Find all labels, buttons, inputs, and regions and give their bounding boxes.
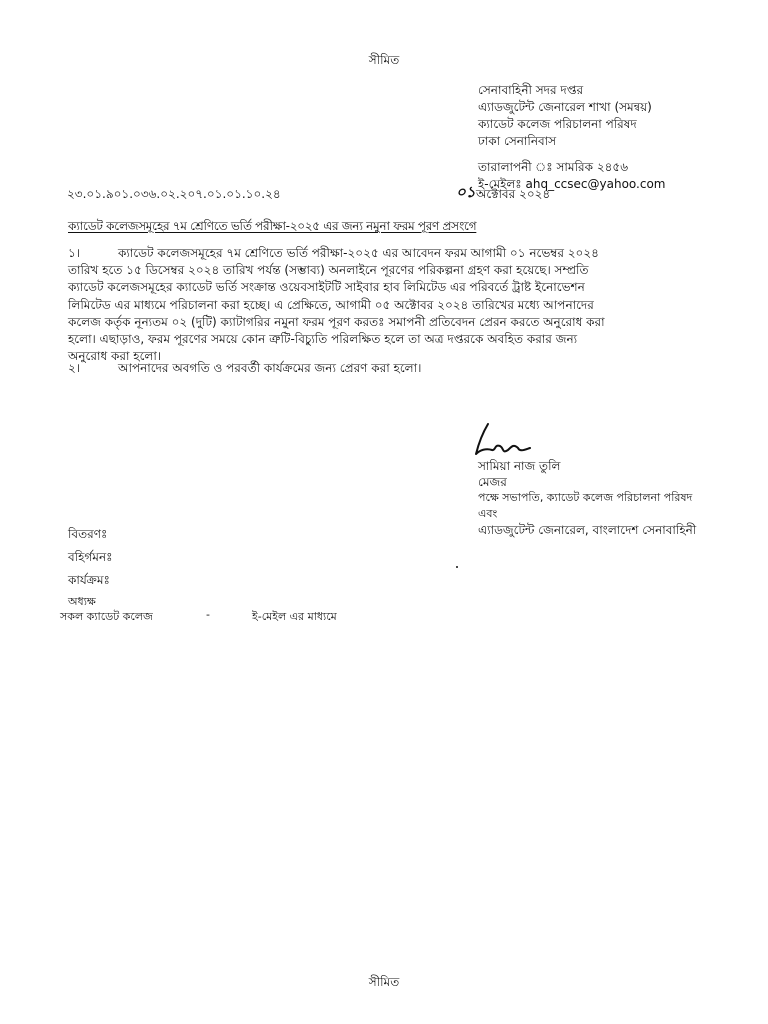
date-text: অক্টোবর ২০২৪ (476, 187, 551, 201)
para1-line: ক্যাডেট কলেজসমূহের ৭ম শ্রেণিতে ভর্তি পরীক্ষা-২০২৫ এর আবেদন ফরম আগামী ০১ নভেম্বর ২০২৪ (118, 246, 599, 260)
signature-image (470, 420, 540, 460)
para2-number: ২। (68, 361, 81, 375)
para2-text: আপনাদের অবগতি ও পরবর্তী কার্যক্রমের জন্য প্রেরণ করা হলো। (118, 361, 422, 375)
distribution-to: সকল ক্যাডেট কলেজ (60, 610, 153, 623)
distribution-action: কার্যক্রমঃ (68, 573, 110, 587)
signatory-role1: পক্ষে সভাপতি, ক্যাডেট কলেজ পরিচালনা পরিষদ (478, 491, 693, 504)
signatory-role2: এ্যাডজুটেন্ট জেনারেল, বাংলাদেশ সেনাবাহিনী (478, 523, 697, 537)
sender-address (478, 82, 665, 193)
signatory-conj: এবং (478, 507, 498, 520)
sender-phone: তারালাপনী ঃ সামরিক ২৪৫৬ (478, 160, 628, 174)
para1-line: তারিখ হতে ১৫ ডিসেম্বর ২০২৪ তারিখ পর্যন্ত (সম্ভাব্য) অনলাইনে পূরণের পরিকল্পনা গ্রহণ করা হয়েছে। সম্প্রতি (68, 263, 589, 278)
date-day-handwritten: ০১ (456, 183, 476, 201)
sender-line: এ্যাডজুটেন্ট জেনারেল শাখা (সমন্বয়) (478, 100, 652, 114)
subject-line: ক্যাডেট কলেজসমূহের ৭ম শ্রেণিতে ভর্তি পরীক্ষা-২০২৫ এর জন্য নমুনা ফরম পূরণ প্রসংগে (68, 219, 477, 233)
distribution-external: বহির্গমনঃ (68, 550, 113, 564)
distribution-via: ই-মেইল এর মাধ্যমে (252, 610, 337, 623)
signatory-block (478, 458, 696, 538)
classification-top: সীমিত (368, 53, 400, 67)
sender-line: ঢাকা সেনানিবাস (478, 134, 557, 148)
distribution-title: বিতরণঃ (68, 527, 108, 541)
para1-body (68, 245, 708, 365)
sender-line: ক্যাডেট কলেজ পরিচালনা পরিষদ (478, 117, 637, 131)
signatory-rank: মেজর (478, 475, 507, 489)
para1-line: হলো। এছাড়াও, ফরম পূরণের সময়ে কোন ত্রুটি-বিচ্যুতি পরিলক্ষিত হলে তা অত্র দপ্তরকে অবহিত করার জন্য (68, 332, 578, 347)
para1-line: কলেজ কর্তৃক নূন্যতম ০২ (দুটি) ক্যাটাগরির নমুনা ফরম পূরণ করতঃ সমাপনী প্রতিবেদন প্রেরন করতে অনুরোধ করা (68, 314, 605, 329)
para1-line: ক্যাডেট কলেজসমূহের ক্যাডেট ভর্তি সংক্রান্ত ওয়েবসাইটটি সাইবার হাব লিমিটেড এর পরিবর্তে ট্রাষ্ট ইনোভেশন (68, 280, 585, 295)
distribution-dash: - (206, 608, 210, 621)
para1-line: অনুরোধ করা হলো। (68, 349, 162, 364)
sender-line: সেনাবাহিনী সদর দপ্তর (478, 83, 584, 97)
signatory-name: সামিয়া নাজ তুলি (478, 459, 561, 473)
stray-dot (456, 566, 458, 568)
memo-number: ২৩.০১.৯০১.০৩৬.০২.২০৭.০১.০১.১০.২৪ (67, 187, 281, 201)
distribution-to-title: অধ্যক্ষ (68, 595, 96, 608)
para1-line: লিমিটেড এর মাধ্যমে পরিচালনা করা হচ্ছে। এ প্রেক্ষিতে, আগামী ০৫ অক্টোবর ২০২৪ তারিখের মধ্যে আপনাদের (68, 297, 594, 312)
classification-bottom: সীমিত (368, 975, 400, 989)
para1-number: ১। (68, 246, 81, 260)
sender-email: ই-মেইলঃ ahq_ccsec@yahoo.com (478, 177, 666, 191)
